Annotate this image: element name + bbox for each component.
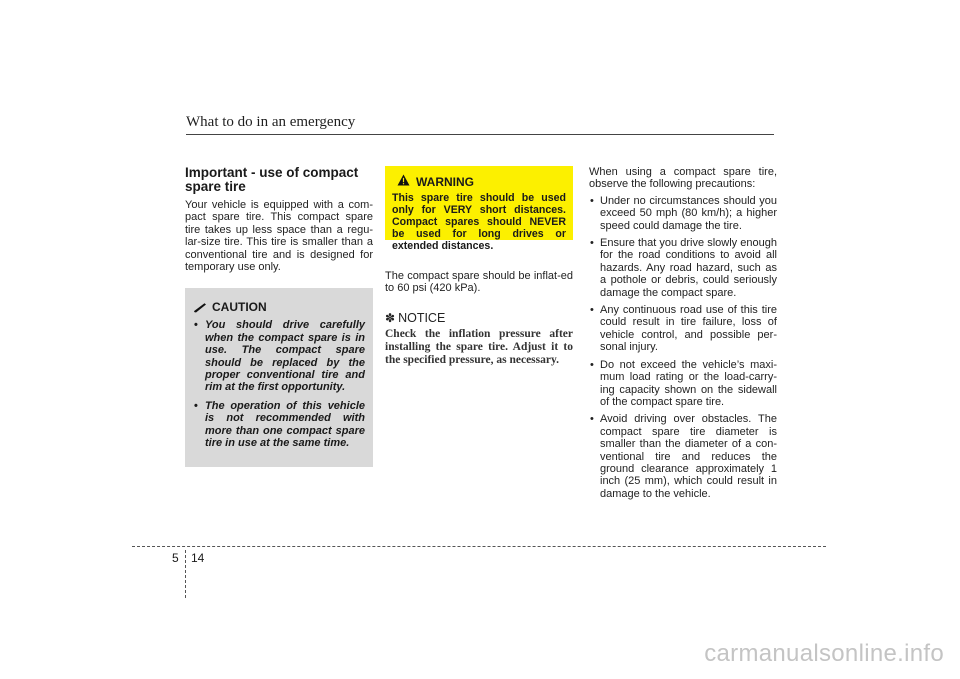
chapter-number: 5 xyxy=(172,551,179,565)
precaution-item: • Do not exceed the vehicle’s maxi-mum load rating or the load-carry-ing capacity shown on the sidewall of the compact spare tire. xyxy=(589,359,777,409)
page-header-title: What to do in an emergency xyxy=(186,114,356,130)
watermark-text: carmanualsonline.info xyxy=(704,640,944,667)
precaution-item: • Avoid driving over obstacles. The compact spare tire diameter is smaller than the diameter of a con-ventional tire and reduces the ground clearance approximately 1 inch (25 mm), which could result in damage to the vehicle. xyxy=(589,413,777,500)
precautions-intro: When using a compact spare tire, observe the following precautions: xyxy=(589,166,777,191)
warning-box xyxy=(385,166,573,252)
warning-title: WARNING xyxy=(416,174,474,189)
caution-title-row xyxy=(193,300,365,314)
caution-item: • The operation of this vehicle is not recommended with more than one compact spare tire in use at the same time. xyxy=(193,400,365,450)
notice-text: Check the inflation pressure after installing the spare tire. Adjust it to the specified pressure, as necessary. xyxy=(385,327,573,366)
pencil-icon xyxy=(193,302,207,312)
notice-title-row xyxy=(385,311,573,325)
caution-list xyxy=(193,319,365,449)
warning-title-row xyxy=(392,174,566,189)
column-left xyxy=(185,166,373,467)
header-rule xyxy=(186,134,774,135)
inflation-paragraph: The compact spare should be inflat-ed to 60 psi (420 kPa). xyxy=(385,270,573,295)
precaution-item: • Ensure that you drive slowly enough for the road conditions to avoid all hazards. Any road hazard, such as a pothole or debris, could seriously damage the compact spare. xyxy=(589,237,777,299)
section-heading: Important - use of compact spare tire xyxy=(185,165,359,194)
caution-item: • You should drive carefully when the compact spare is in use. The compact spare should be replaced by the proper conventional tire and rim at the first opportunity. xyxy=(193,319,365,393)
caution-box xyxy=(185,288,373,466)
column-middle xyxy=(385,166,573,367)
footer-divider xyxy=(185,550,186,598)
column-right xyxy=(589,166,777,505)
warning-triangle-icon xyxy=(397,174,410,189)
intro-paragraph: Your vehicle is equipped with a com-pact spare tire. This compact spare tire takes up less space than a regu-lar-size tire. This tire is smaller than a conventional tire and is designed for temporary use only. xyxy=(185,199,373,274)
footer-rule xyxy=(132,546,826,547)
page-number: 14 xyxy=(191,551,205,565)
precaution-item: • Under no circumstances should you exceed 50 mph (80 km/h); a higher speed could damage the tire. xyxy=(589,195,777,232)
caution-title: CAUTION xyxy=(212,300,267,315)
notice-asterisk-icon: ✽ xyxy=(385,310,396,325)
notice-title: NOTICE xyxy=(398,310,446,325)
precaution-item: • Any continuous road use of this tire could result in tire failure, loss of vehicle control, and possible per-sonal injury. xyxy=(589,304,777,354)
precautions-list xyxy=(589,195,777,500)
warning-text: This spare tire should be used only for VERY short distances. Compact spares should NEVER be used for long drives or extended distances. xyxy=(392,192,566,252)
